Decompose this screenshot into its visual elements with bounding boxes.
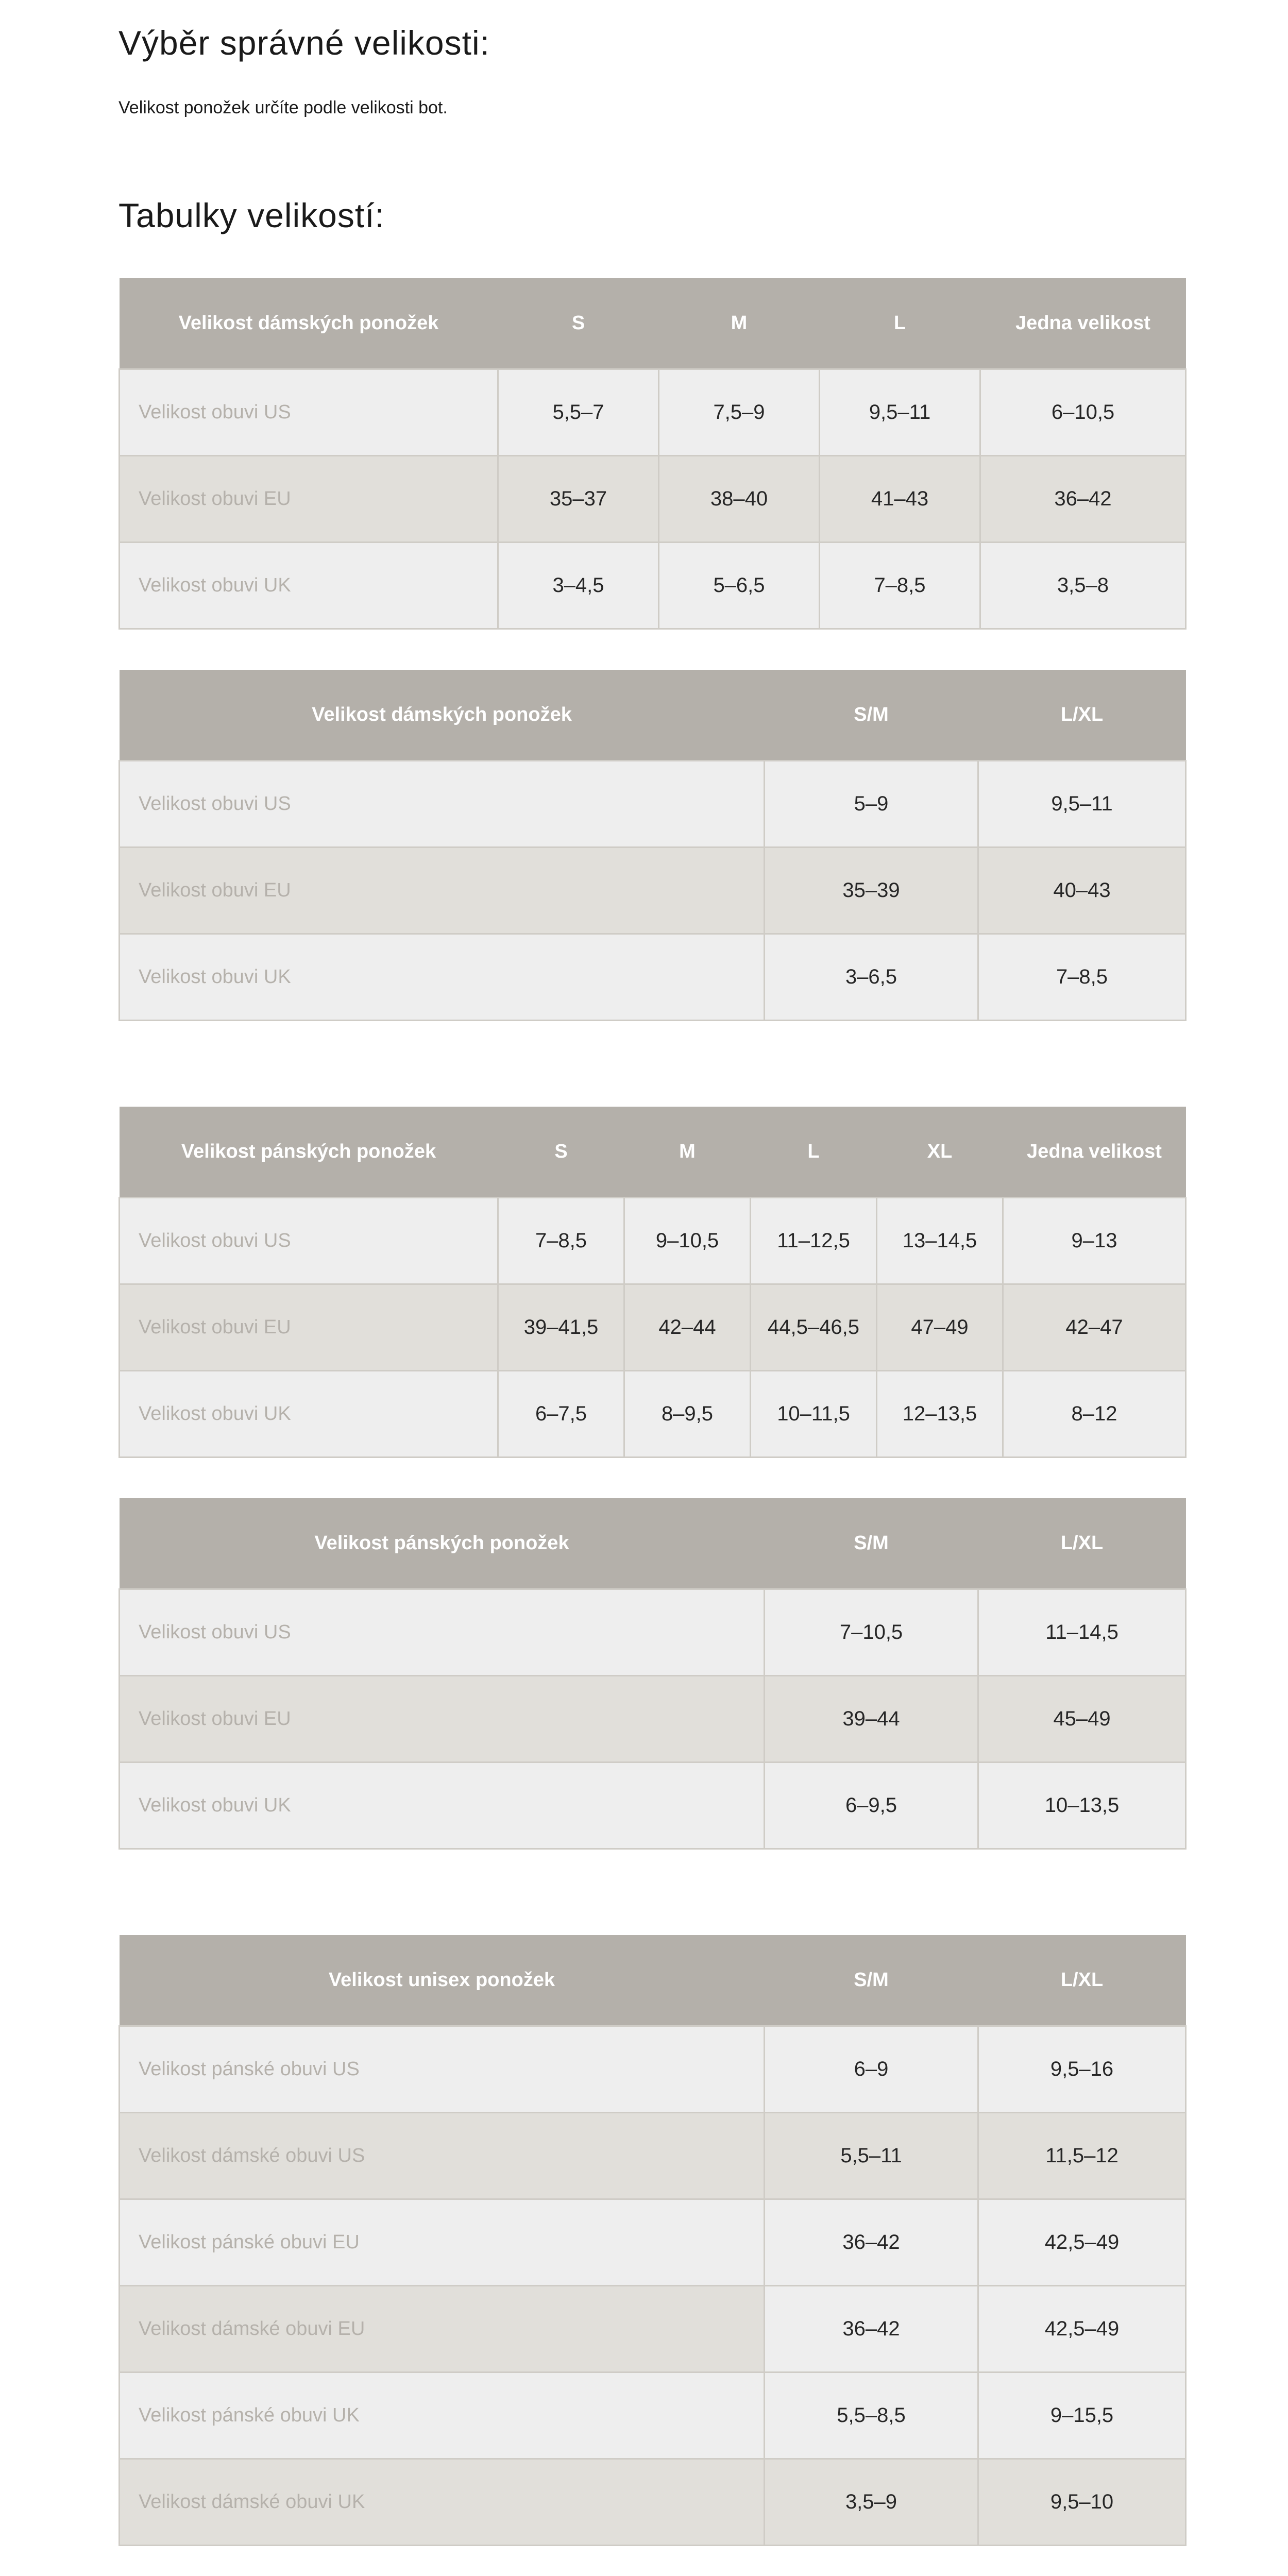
- table-cell: 6–9: [765, 2026, 978, 2113]
- table-header-title: Velikost unisex ponožek: [120, 1935, 765, 2026]
- table-cell: 42–47: [1003, 1284, 1186, 1371]
- table-cell: 5,5–11: [765, 2113, 978, 2199]
- table-cell: 45–49: [978, 1676, 1186, 1762]
- table-cell: 9,5–11: [978, 761, 1186, 848]
- table-cell: 44,5–46,5: [751, 1284, 877, 1371]
- row-label: Velikost pánské obuvi UK: [120, 2372, 765, 2459]
- table-row: [120, 2113, 1186, 2199]
- table-cell: 35–39: [765, 848, 978, 934]
- table-cell: 38–40: [659, 456, 820, 543]
- table-row: [120, 543, 1186, 629]
- row-label: Velikost obuvi US: [120, 1198, 498, 1284]
- table-header-title: Velikost pánských ponožek: [120, 1498, 765, 1589]
- table-cell: 7–10,5: [765, 1589, 978, 1676]
- table-row: [120, 1284, 1186, 1371]
- table-row: [120, 1589, 1186, 1676]
- table-header-size: S/M: [765, 1498, 978, 1589]
- table-cell: 3,5–9: [765, 2459, 978, 2546]
- row-label: Velikost obuvi EU: [120, 1676, 765, 1762]
- row-label: Velikost obuvi US: [120, 761, 765, 848]
- table-cell: 7–8,5: [498, 1198, 624, 1284]
- table-cell: 6–7,5: [498, 1371, 624, 1458]
- page-title: Výběr správné velikosti:: [118, 24, 490, 62]
- table-cell: 39–41,5: [498, 1284, 624, 1371]
- row-label: Velikost obuvi EU: [120, 456, 498, 543]
- table-cell: 9,5–16: [978, 2026, 1186, 2113]
- table-cell: 9,5–10: [978, 2459, 1186, 2546]
- table-row: [120, 2026, 1186, 2113]
- table-row: [120, 2286, 1186, 2372]
- table-row: [120, 369, 1186, 456]
- table-cell: 9–10,5: [624, 1198, 751, 1284]
- size-table-unisex: [118, 1935, 1187, 2546]
- table-cell: 11–14,5: [978, 1589, 1186, 1676]
- table-cell: 40–43: [978, 848, 1186, 934]
- row-label: Velikost obuvi US: [120, 369, 498, 456]
- size-table-men: [118, 1107, 1187, 1458]
- table-header-size: L/XL: [978, 670, 1186, 761]
- tables-heading: Tabulky velikostí:: [118, 196, 385, 234]
- table-cell: 5,5–7: [498, 369, 659, 456]
- row-label: Velikost obuvi UK: [120, 1762, 765, 1849]
- table-cell: 5–6,5: [659, 543, 820, 629]
- row-label: Velikost obuvi EU: [120, 1284, 498, 1371]
- table-row: [120, 848, 1186, 934]
- row-label: Velikost dámské obuvi EU: [120, 2286, 765, 2372]
- table-cell: 10–11,5: [751, 1371, 877, 1458]
- table-cell: 47–49: [877, 1284, 1003, 1371]
- table-header-title: Velikost dámských ponožek: [120, 278, 498, 369]
- table-cell: 36–42: [980, 456, 1186, 543]
- table-cell: 42–44: [624, 1284, 751, 1371]
- row-label: Velikost obuvi US: [120, 1589, 765, 1676]
- table-cell: 11,5–12: [978, 2113, 1186, 2199]
- table-row: [120, 1198, 1186, 1284]
- table-cell: 35–37: [498, 456, 659, 543]
- table-cell: 11–12,5: [751, 1198, 877, 1284]
- table-row: [120, 456, 1186, 543]
- row-label: Velikost pánské obuvi EU: [120, 2199, 765, 2286]
- table-header-size: XL: [877, 1107, 1003, 1198]
- table-cell: 9–13: [1003, 1198, 1186, 1284]
- table-cell: 5–9: [765, 761, 978, 848]
- table-cell: 3–4,5: [498, 543, 659, 629]
- table-header-size: S: [498, 1107, 624, 1198]
- table-header-size: L/XL: [978, 1935, 1186, 2026]
- table-row: [120, 1762, 1186, 1849]
- table-header-size: L: [751, 1107, 877, 1198]
- row-label: Velikost obuvi UK: [120, 934, 765, 1021]
- table-cell: 36–42: [765, 2199, 978, 2286]
- table-cell: 3–6,5: [765, 934, 978, 1021]
- intro-text: Velikost ponožek určíte podle velikosti bot.: [118, 98, 448, 117]
- row-label: Velikost dámské obuvi UK: [120, 2459, 765, 2546]
- table-cell: 41–43: [820, 456, 980, 543]
- table-header-size: M: [659, 278, 820, 369]
- table-cell: 9,5–11: [820, 369, 980, 456]
- table-header-size: Jedna velikost: [980, 278, 1186, 369]
- table-row: [120, 761, 1186, 848]
- table-row: [120, 1371, 1186, 1458]
- size-table-men-sm-lxl: [118, 1498, 1187, 1850]
- row-label: Velikost pánské obuvi US: [120, 2026, 765, 2113]
- table-row: [120, 2199, 1186, 2286]
- table-cell: 39–44: [765, 1676, 978, 1762]
- table-cell: 9–15,5: [978, 2372, 1186, 2459]
- table-cell: 8–12: [1003, 1371, 1186, 1458]
- size-table-women: [118, 278, 1187, 630]
- size-table-women-sm-lxl: [118, 670, 1187, 1021]
- table-header-title: Velikost dámských ponožek: [120, 670, 765, 761]
- table-cell: 3,5–8: [980, 543, 1186, 629]
- table-cell: 5,5–8,5: [765, 2372, 978, 2459]
- table-cell: 7–8,5: [978, 934, 1186, 1021]
- table-header-size: M: [624, 1107, 751, 1198]
- table-cell: 10–13,5: [978, 1762, 1186, 1849]
- table-header-title: Velikost pánských ponožek: [120, 1107, 498, 1198]
- table-cell: 13–14,5: [877, 1198, 1003, 1284]
- table-header-size: S/M: [765, 1935, 978, 2026]
- table-cell: 6–10,5: [980, 369, 1186, 456]
- table-cell: 12–13,5: [877, 1371, 1003, 1458]
- table-cell: 36–42: [765, 2286, 978, 2372]
- table-cell: 7,5–9: [659, 369, 820, 456]
- table-cell: 7–8,5: [820, 543, 980, 629]
- table-header-size: Jedna velikost: [1003, 1107, 1186, 1198]
- table-cell: 6–9,5: [765, 1762, 978, 1849]
- row-label: Velikost dámské obuvi US: [120, 2113, 765, 2199]
- table-row: [120, 2372, 1186, 2459]
- table-row: [120, 1676, 1186, 1762]
- row-label: Velikost obuvi EU: [120, 848, 765, 934]
- table-cell: 42,5–49: [978, 2286, 1186, 2372]
- table-row: [120, 934, 1186, 1021]
- table-cell: 8–9,5: [624, 1371, 751, 1458]
- row-label: Velikost obuvi UK: [120, 1371, 498, 1458]
- table-cell: 42,5–49: [978, 2199, 1186, 2286]
- table-header-size: L/XL: [978, 1498, 1186, 1589]
- table-header-size: S/M: [765, 670, 978, 761]
- table-header-size: L: [820, 278, 980, 369]
- row-label: Velikost obuvi UK: [120, 543, 498, 629]
- table-header-size: S: [498, 278, 659, 369]
- table-row: [120, 2459, 1186, 2546]
